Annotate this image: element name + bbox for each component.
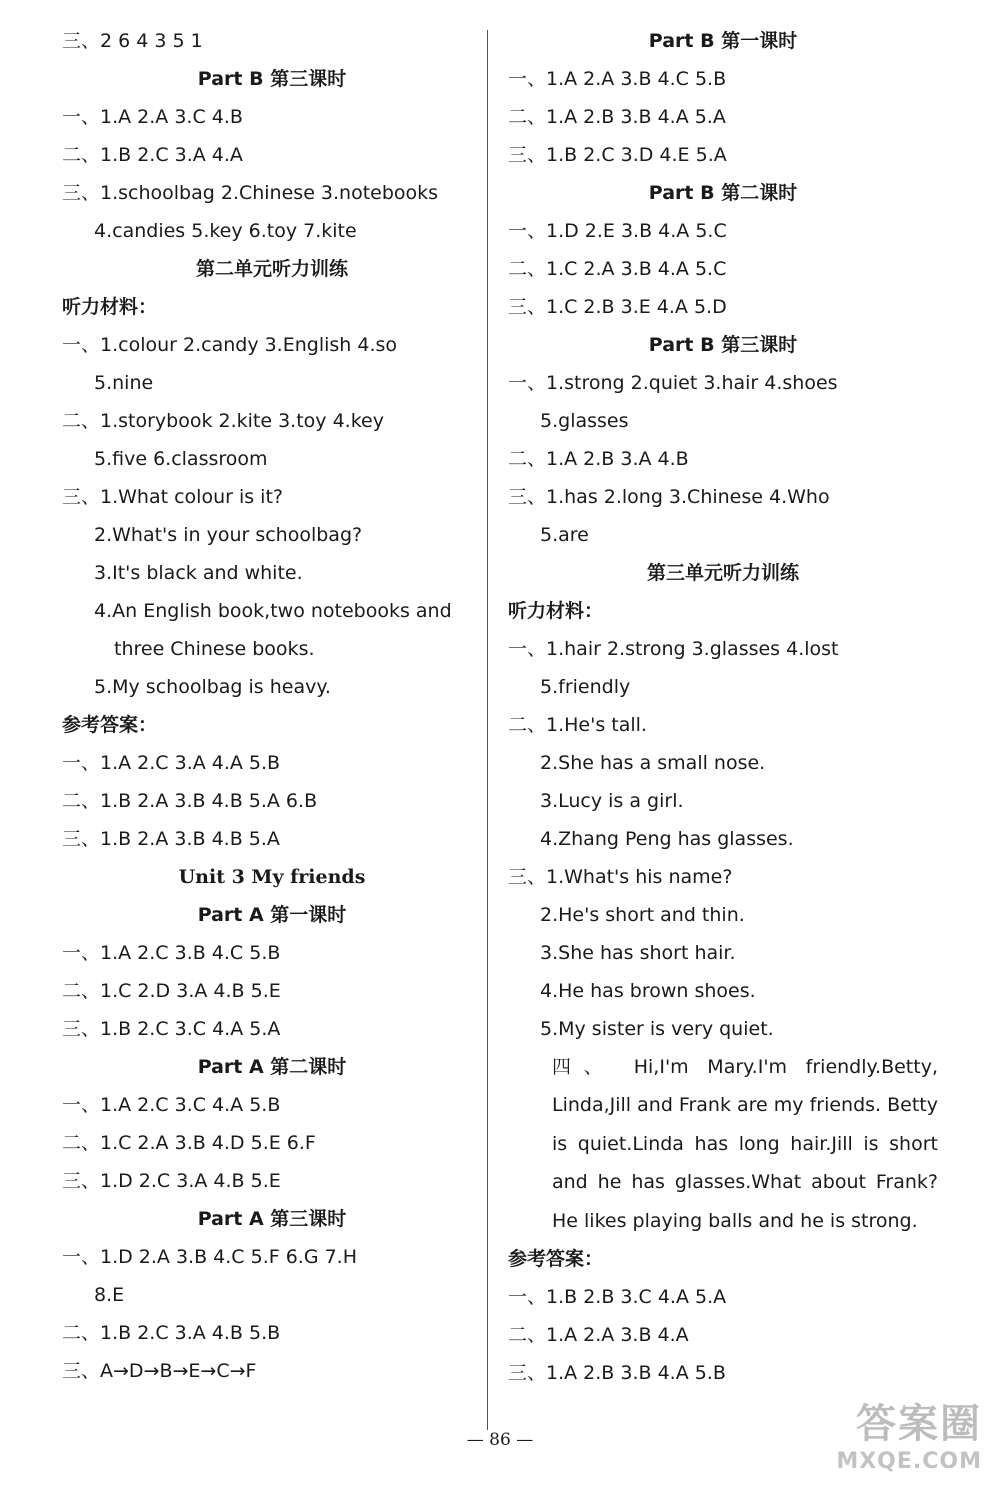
watermark-cn: 答案圈 — [856, 1401, 982, 1447]
answer-line: 一、1.colour 2.candy 3.English 4.so — [62, 334, 398, 356]
answer-line: 三、1.D 2.C 3.A 4.B 5.E — [62, 1170, 281, 1192]
page-number: — 86 — — [466, 1430, 534, 1450]
passage-paragraph: 四、 Hi,I'm Mary.I'm friendly.Betty, Linda,Jill and Frank are my friends. Betty is quiet.Linda has long hair.Jill is short and he has glasses.What about Frank? He likes playing balls and he is strong. — [552, 1056, 938, 1232]
section-label: 参考答案： — [508, 1248, 604, 1271]
answer-line: 三、2 6 4 3 5 1 — [62, 30, 203, 52]
answer-line: 二、1.storybook 2.kite 3.toy 4.key — [62, 410, 384, 432]
section-heading: Part A 第一课时 — [197, 904, 347, 926]
answer-line: 4.Zhang Peng has glasses. — [540, 828, 794, 850]
answer-line: 二、1.B 2.C 3.A 4.A — [62, 144, 243, 166]
answer-line: 5.are — [540, 524, 589, 546]
answer-line: 一、1.A 2.C 3.C 4.A 5.B — [62, 1094, 281, 1116]
answer-line: 一、1.A 2.C 3.A 4.A 5.B — [62, 752, 281, 774]
answer-line: 二、1.A 2.A 3.B 4.A — [508, 1324, 689, 1347]
section-heading: Part A 第二课时 — [197, 1056, 347, 1078]
answer-line: 一、1.D 2.A 3.B 4.C 5.F 6.G 7.H — [62, 1246, 358, 1268]
section-heading: Part A 第三课时 — [197, 1208, 347, 1230]
watermark-logo — [836, 1392, 982, 1474]
section-label: 听力材料： — [62, 296, 158, 318]
answer-line: 二、1.B 2.C 3.A 4.B 5.B — [62, 1322, 281, 1344]
answer-line: 4.An English book,two notebooks and — [94, 600, 452, 622]
answer-line: 三、1.A 2.B 3.B 4.A 5.B — [508, 1362, 726, 1385]
answer-line: 二、1.A 2.B 3.B 4.A 5.A — [508, 106, 726, 128]
answer-line: 一、1.hair 2.strong 3.glasses 4.lost — [508, 638, 839, 660]
answer-line: 一、1.B 2.B 3.C 4.A 5.A — [508, 1286, 727, 1309]
answer-line: 5.glasses — [540, 410, 629, 432]
watermark-en: MXQE.COM — [836, 1449, 982, 1474]
section-heading: 第三单元听力训练 — [646, 562, 799, 584]
answer-line: 5.My schoolbag is heavy. — [94, 676, 331, 698]
section-heading: Part B 第三课时 — [648, 334, 798, 356]
answer-line: 三、1.B 2.A 3.B 4.B 5.A — [62, 828, 280, 850]
answer-line: 二、1.C 2.D 3.A 4.B 5.E — [62, 980, 281, 1002]
answer-line: 8.E — [94, 1284, 125, 1306]
section-heading: Part B 第一课时 — [648, 30, 798, 52]
answer-line: 二、1.C 2.A 3.B 4.A 5.C — [508, 258, 727, 280]
answer-line: 5.friendly — [540, 676, 631, 698]
answer-line: 2.He's short and thin. — [540, 904, 745, 926]
unit-title: Unit 3 My friends — [178, 866, 366, 888]
answer-line: 5.My sister is very quiet. — [540, 1018, 774, 1040]
answer-line: 3.It's black and white. — [94, 562, 303, 584]
answer-line: 三、1.C 2.B 3.E 4.A 5.D — [508, 296, 727, 318]
answer-line: 3.She has short hair. — [540, 942, 736, 964]
answer-line: 一、1.A 2.A 3.C 4.B — [62, 106, 243, 128]
answer-line: 三、1.has 2.long 3.Chinese 4.Who — [508, 486, 830, 508]
answer-line: 三、1.schoolbag 2.Chinese 3.notebooks — [62, 182, 439, 204]
answer-line: 一、1.A 2.A 3.B 4.C 5.B — [508, 68, 727, 90]
answer-line: 一、1.A 2.C 3.B 4.C 5.B — [62, 942, 281, 964]
answer-line: 3.Lucy is a girl. — [540, 790, 684, 812]
answer-line: 4.He has brown shoes. — [540, 980, 756, 1002]
answer-line: 5.nine — [94, 372, 154, 394]
answer-line: 4.candies 5.key 6.toy 7.kite — [94, 220, 357, 242]
right-column — [508, 22, 938, 1392]
answer-line: 三、1.What's his name? — [508, 866, 733, 888]
section-heading: Part B 第三课时 — [197, 68, 347, 90]
answer-line: 一、1.D 2.E 3.B 4.A 5.C — [508, 220, 727, 242]
answer-line: 三、1.What colour is it? — [62, 486, 283, 508]
answer-line: 一、1.strong 2.quiet 3.hair 4.shoes — [508, 372, 838, 394]
column-divider — [487, 30, 488, 1430]
left-column — [62, 22, 482, 1390]
answer-line: three Chinese books. — [114, 638, 315, 660]
section-heading: 第二单元听力训练 — [195, 258, 348, 280]
section-heading: Part B 第二课时 — [648, 182, 798, 204]
answer-line: 三、A→D→B→E→C→F — [62, 1360, 257, 1382]
answer-line: 二、1.He's tall. — [508, 714, 647, 736]
answer-line: 三、1.B 2.C 3.C 4.A 5.A — [62, 1018, 281, 1040]
answer-line: 二、1.C 2.A 3.B 4.D 5.E 6.F — [62, 1132, 316, 1154]
answer-line: 2.She has a small nose. — [540, 752, 766, 774]
answer-line: 2.What's in your schoolbag? — [94, 524, 363, 546]
answer-line: 二、1.A 2.B 3.A 4.B — [508, 448, 689, 470]
answer-line: 三、1.B 2.C 3.D 4.E 5.A — [508, 144, 727, 166]
answer-line: 二、1.B 2.A 3.B 4.B 5.A 6.B — [62, 790, 318, 812]
section-label: 参考答案： — [62, 714, 158, 736]
answer-line: 5.five 6.classroom — [94, 448, 268, 470]
section-label: 听力材料： — [508, 600, 604, 622]
